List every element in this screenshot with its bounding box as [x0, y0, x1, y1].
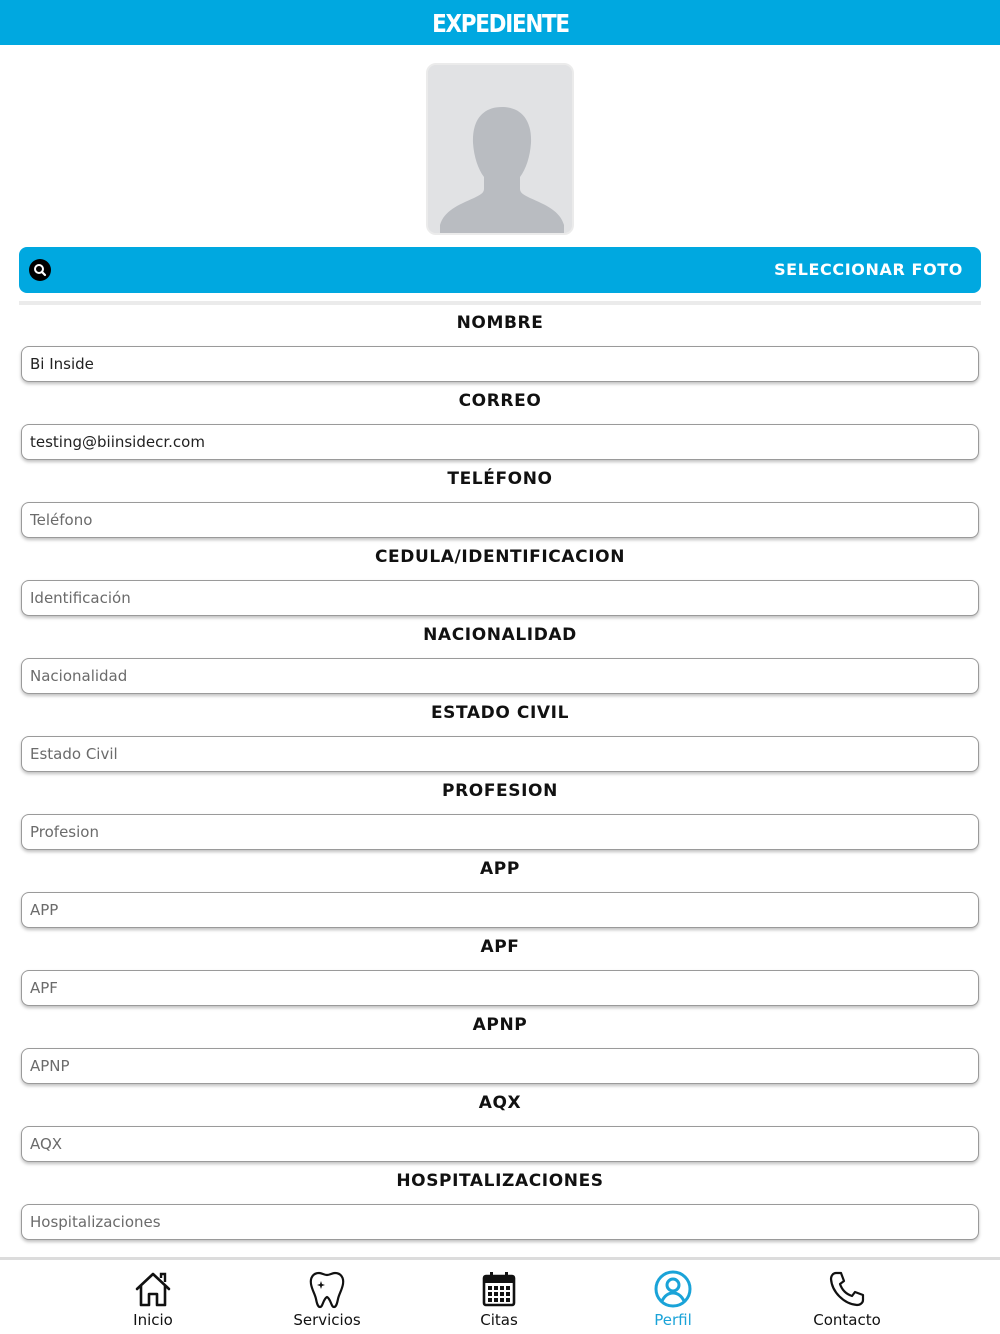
- nombre-input[interactable]: [21, 346, 979, 382]
- estado-civil-input[interactable]: [21, 736, 979, 772]
- field-telefono: [0, 461, 1000, 539]
- field-label: TELÉFONO: [447, 469, 553, 489]
- nav-label: Perfil: [654, 1311, 692, 1329]
- field-estado-civil: [0, 695, 1000, 773]
- profesion-input[interactable]: [21, 814, 979, 850]
- field-label: CORREO: [458, 391, 542, 411]
- field-identificacion: [0, 539, 1000, 617]
- nav-label: Inicio: [133, 1311, 173, 1329]
- hospitalizaciones-input[interactable]: [21, 1204, 979, 1240]
- home-icon: [133, 1269, 173, 1309]
- search-icon: [29, 259, 51, 281]
- profile-form: [0, 305, 1000, 1241]
- nav-item-perfil[interactable]: [573, 1260, 773, 1334]
- field-apnp: [0, 1007, 1000, 1085]
- nacionalidad-input[interactable]: [21, 658, 979, 694]
- nav-item-citas[interactable]: [399, 1260, 599, 1334]
- field-label: NACIONALIDAD: [423, 625, 577, 645]
- tooth-icon: [307, 1269, 347, 1309]
- user-silhouette-icon: [428, 65, 574, 235]
- select-photo-button[interactable]: [19, 247, 981, 293]
- correo-input[interactable]: [21, 424, 979, 460]
- bottom-nav: [0, 1257, 1000, 1334]
- field-correo: [0, 383, 1000, 461]
- field-nacionalidad: [0, 617, 1000, 695]
- field-label: APP: [480, 859, 520, 879]
- field-hospitalizaciones: [0, 1163, 1000, 1241]
- header-bar: [0, 0, 1000, 45]
- nav-label: Citas: [480, 1311, 518, 1329]
- app-input[interactable]: [21, 892, 979, 928]
- field-label: NOMBRE: [456, 313, 544, 333]
- field-label: APNP: [472, 1015, 528, 1035]
- calendar-icon: [479, 1269, 519, 1309]
- field-label: APF: [480, 937, 520, 957]
- field-nombre: [0, 305, 1000, 383]
- page-title: EXPEDIENTE: [431, 9, 569, 38]
- field-label: ESTADO CIVIL: [430, 703, 570, 723]
- field-apf: [0, 929, 1000, 1007]
- apf-input[interactable]: [21, 970, 979, 1006]
- nav-label: Contacto: [813, 1311, 881, 1329]
- telefono-input[interactable]: [21, 502, 979, 538]
- phone-icon: [827, 1269, 867, 1309]
- field-aqx: [0, 1085, 1000, 1163]
- nav-item-inicio[interactable]: [53, 1260, 253, 1334]
- field-label: CEDULA/IDENTIFICACION: [374, 547, 626, 567]
- nav-label: Servicios: [293, 1311, 361, 1329]
- profile-photo-placeholder[interactable]: [426, 63, 574, 235]
- user-circle-icon: [653, 1269, 693, 1309]
- field-label: HOSPITALIZACIONES: [396, 1171, 604, 1191]
- apnp-input[interactable]: [21, 1048, 979, 1084]
- nav-item-contacto[interactable]: [747, 1260, 947, 1334]
- field-app: [0, 851, 1000, 929]
- aqx-input[interactable]: [21, 1126, 979, 1162]
- identificacion-input[interactable]: [21, 580, 979, 616]
- field-profesion: [0, 773, 1000, 851]
- select-photo-label: SELECCIONAR FOTO: [774, 260, 963, 279]
- nav-item-servicios[interactable]: [227, 1260, 427, 1334]
- field-label: AQX: [478, 1093, 522, 1113]
- field-label: PROFESION: [442, 781, 558, 801]
